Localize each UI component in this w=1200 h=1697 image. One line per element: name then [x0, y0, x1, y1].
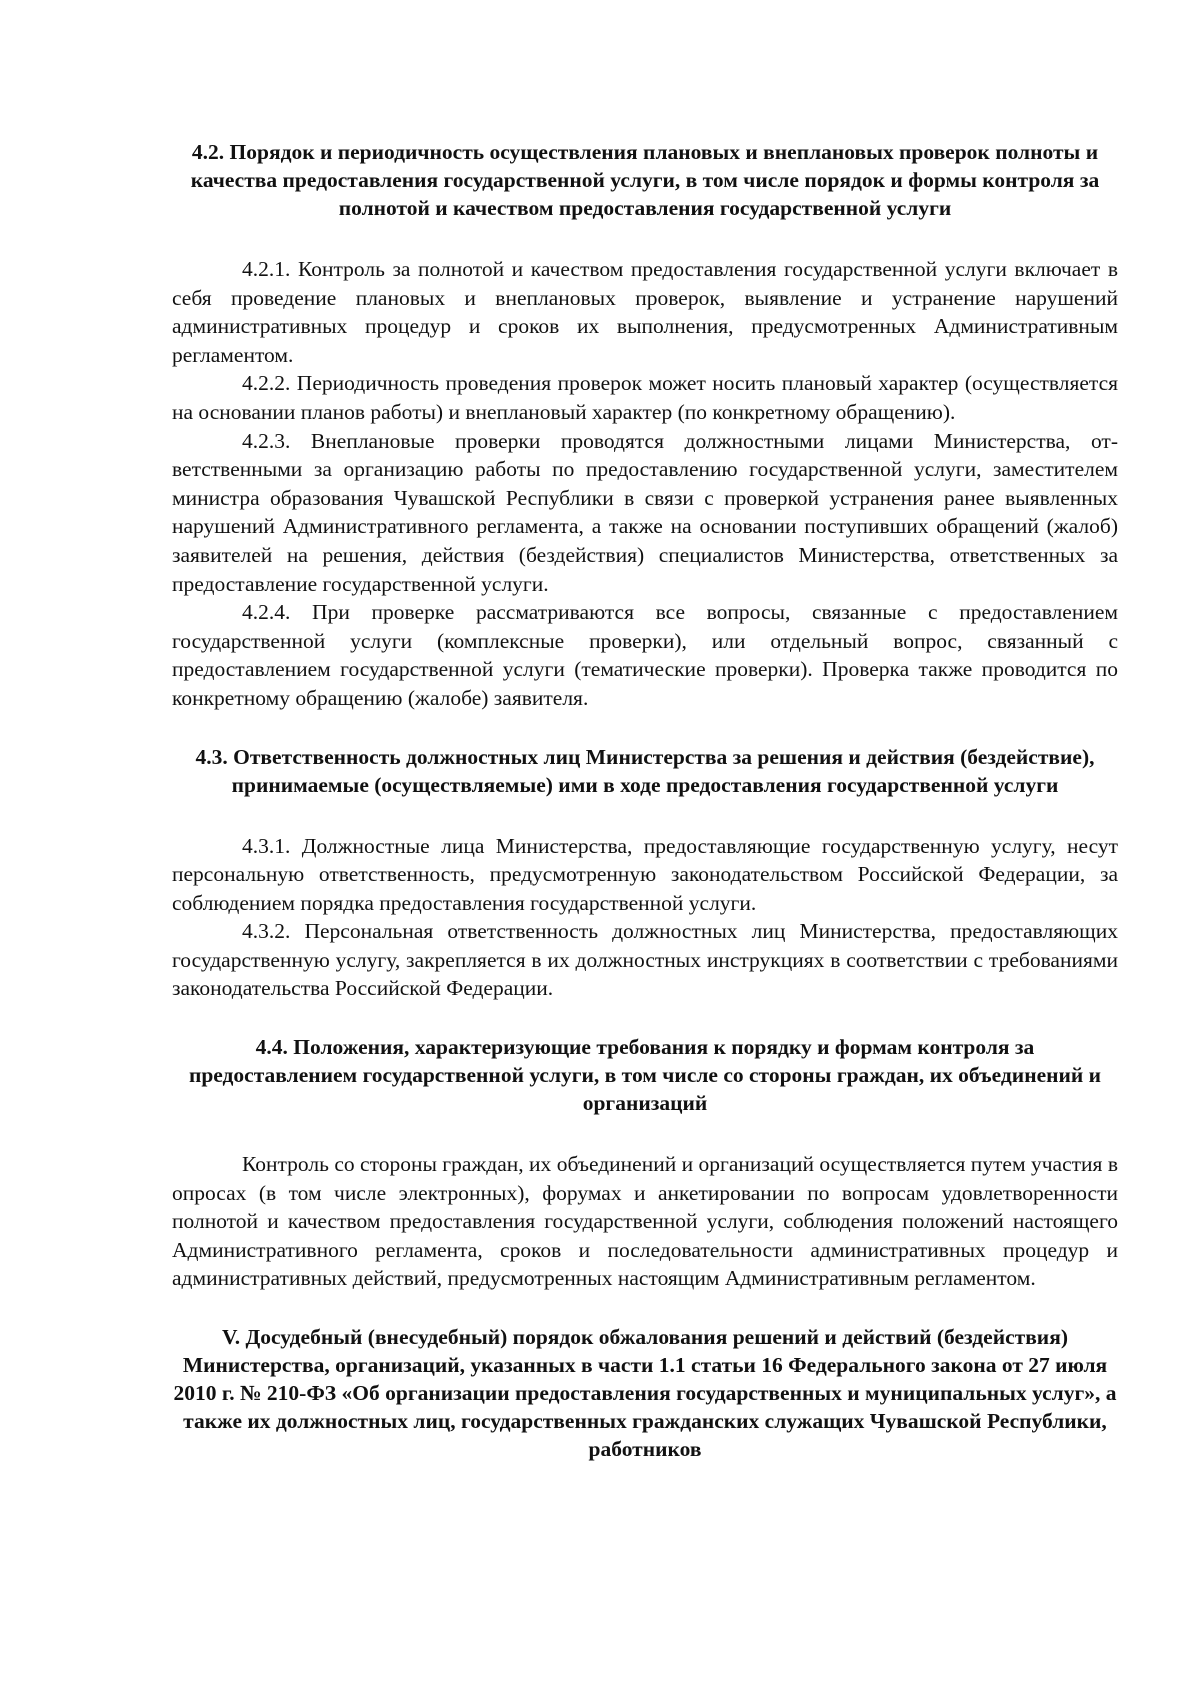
- paragraph-4-3-2: 4.3.2. Персональная ответственность должностных лиц Министерства, предоставляющих государственную услугу, закрепляется в их должностных инструкциях в соответствии с требованиями законодательства Российской Федерации.: [172, 919, 1118, 1001]
- section-heading: 4.2. Порядок и периодичность осуществления плановых и внеплановых проверок полноты и качества предоставления государственной услуги, в том числе порядок и формы контроля за полнотой и качеством предоставления государственной услуги: [190, 140, 1100, 220]
- section-v: [172, 1323, 1118, 1463]
- paragraph-4-2-1: 4.2.1. Контроль за полнотой и качеством предоставления государственной услуги включает в себя проведение плановых и внеплановых проверок, выявление и устранение нарушений административных процедур и сроков их выполнения, предусмотренных Административным регламентом.: [172, 257, 1118, 367]
- spacer: [172, 222, 1118, 255]
- section-heading: 4.3. Ответственность должностных лиц Министерства за решения и действия (бездействие), принимаемые (осуществляемые) ими в ходе предоставления государственной услуги: [195, 744, 1095, 797]
- paragraph-4-3-1: 4.3.1. Должностные лица Министерства, предоставляющие государственную услугу, несут персональную ответственность, предусмотренную законодательством Российской Федерации, за соблюдением порядка предоставления государственной услуги.: [172, 833, 1118, 915]
- spacer: [172, 1293, 1118, 1323]
- document-page: [172, 138, 1118, 1463]
- section-heading: V. Досудебный (внесудебный) порядок обжалования решений и действий (бездействия) Министерства, организаций, указанных в части 1.1 статьи 16 Федерального закона от 27 июля 2010 г. № 210-ФЗ «Об организации предоставления государственных и муниципальных услуг», а также их должностных лиц, государственных гражданских служащих Чувашской Республики, работников: [173, 1325, 1117, 1462]
- spacer: [172, 799, 1118, 832]
- spacer: [172, 713, 1118, 743]
- section-heading: 4.4. Положения, характеризующие требования к порядку и формам контроля за предоставлением государственной услуги, в том числе со стороны граждан, их объединений и организаций: [188, 1035, 1102, 1116]
- spacer: [172, 1003, 1118, 1033]
- paragraph-4-4: Контроль со стороны граждан, их объединений и организаций осуществляется путем участия в опросах (в том числе электронных), форумах и анкетировании по вопросам удовлетворенности полнотой и качеством предоставления государственной услуги, соблюдения положений настоящего Административного регламента, сроков и последовательности административных процедур и административных действий, предусмотренных настоящим Административным регламентом.: [172, 1152, 1118, 1291]
- spacer: [172, 1117, 1118, 1150]
- section-4-2: [172, 138, 1118, 713]
- section-4-4: [172, 1033, 1118, 1293]
- paragraph-4-2-2: 4.2.2. Периодичность проведения проверок может носить плановый характер (осуществляется на основании планов работы) и внеплановый характер (по конкретному обращению).: [172, 371, 1118, 424]
- paragraph-4-2-4: 4.2.4. При проверке рассматриваются все вопросы, связанные с предоставлением государственной услуги (комплексные проверки), или отдельный вопрос, связанный с предоставлением государственной услуги (тематические проверки). Проверка также проводится по конкретному обращению (жалобе) заявителя.: [172, 600, 1118, 710]
- paragraph-4-2-3: 4.2.3. Внеплановые проверки проводятся должностными лицами Министерства, ответственными за организацию работы по предоставлению государственной услуги, заместителем министра образования Чувашской Республики в связи с проверкой устранения ранее выявленных нарушений Административного регламента, а также на основании поступивших обращений (жалоб) заявителей на решения, действия (бездействия) специалистов Министерства, ответственных за предоставление государственной услуги.: [172, 428, 1118, 596]
- section-4-3: [172, 743, 1118, 1004]
